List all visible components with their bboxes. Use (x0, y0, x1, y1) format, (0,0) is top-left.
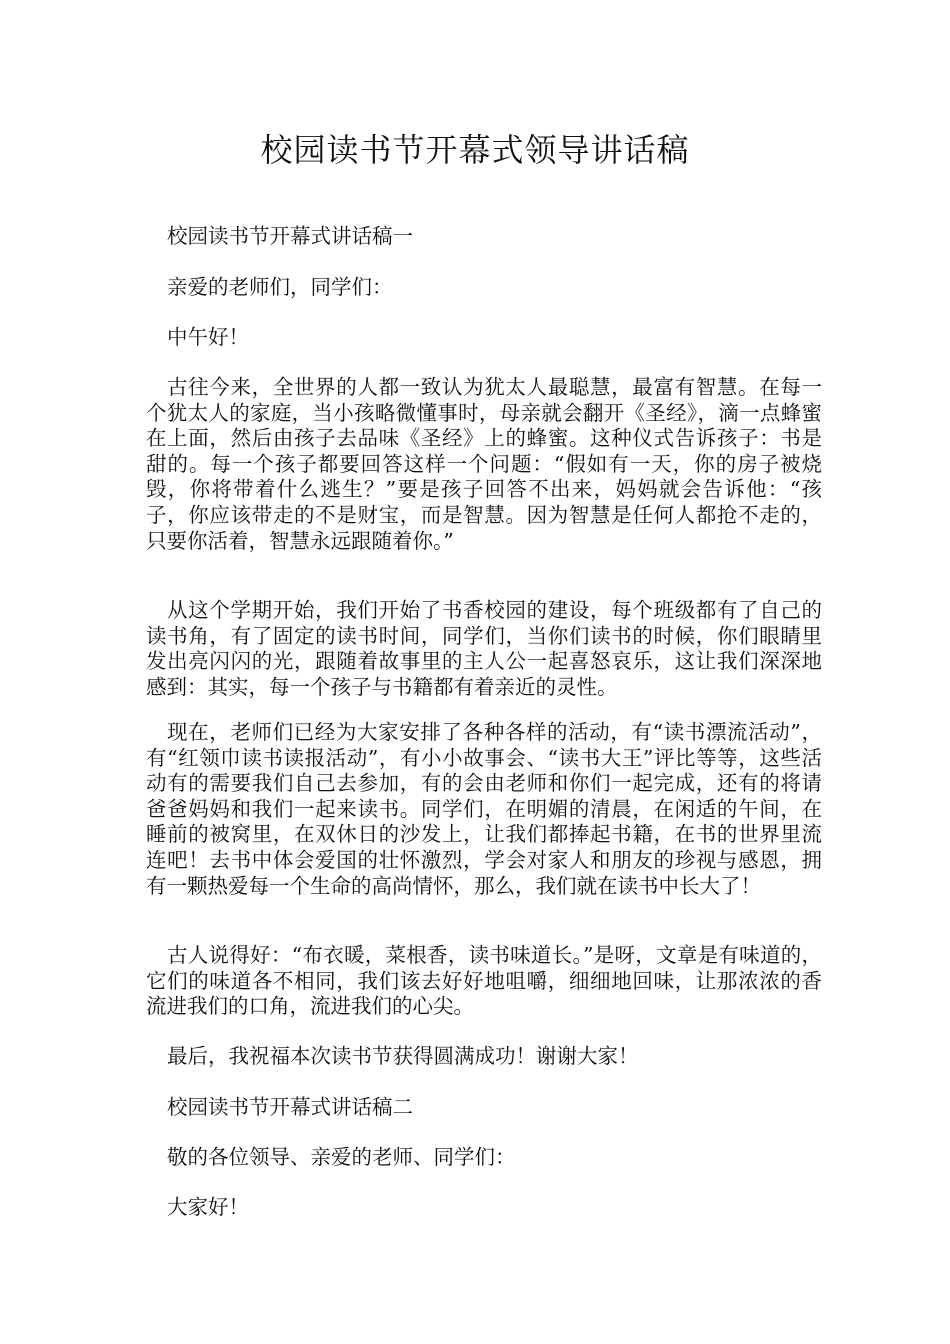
salutation-two: 敬的各位领导、亲爱的老师、同学们： (167, 1145, 516, 1169)
speech-one-heading: 校园读书节开幕式讲话稿一 (167, 224, 413, 248)
paragraph-jewish-wisdom: 古往今来，全世界的人都一致认为犹太人最聪慧，最富有智慧。在每一个犹太人的家庭，当小孩略微懂事时，母亲就会翻开《圣经》，滴一点蜂蜜在上面，然后由孩子去品味《圣经》上的蜂蜜。这种仪式告诉孩子：书是甜的。每一个孩子都要回答这样一个问题：“假如有一天，你的房子被烧毁，你将带着什么逃生？”要是孩子回答不出来，妈妈就会告诉他：“孩子，你应该带走的不是财宝，而是智慧。因为智慧是任何人都抢不走的，只要你活着，智慧永远跟随着你。” (146, 375, 822, 553)
speech-two-heading: 校园读书节开幕式讲话稿二 (167, 1095, 413, 1119)
greeting: 中午好！ (167, 325, 249, 349)
greeting-two: 大家好！ (167, 1195, 249, 1219)
paragraph-activities: 现在，老师们已经为大家安排了各种各样的活动，有“读书漂流活动”，有“红领巾读书读报活动”，有小小故事会、“读书大王”评比等等，这些活动有的需要我们自己去参加，有的会由老师和你们一起完成，还有的将请爸爸妈妈和我们一起来读书。同学们，在明媚的清晨，在闲适的午间，在睡前的被窝里，在双休日的沙发上，让我们都捧起书籍，在书的世界里流连吧！去书中体会爱国的壮怀激烈，学会对家人和朋友的珍视与感恩，拥有一颗热爱每一个生命的高尚情怀，那么，我们就在读书中长大了！ (146, 720, 822, 898)
paragraph-reading-corner: 从这个学期开始，我们开始了书香校园的建设，每个班级都有了自己的读书角，有了固定的读书时间，同学们，当你们读书的时候，你们眼睛里发出亮闪闪的光，跟随着故事里的主人公一起喜怒哀乐，这让我们深深地感到：其实，每一个孩子与书籍都有着亲近的灵性。 (146, 598, 822, 699)
salutation: 亲爱的老师们，同学们： (167, 275, 393, 299)
paragraph-closing: 最后，我祝福本次读书节获得圆满成功！谢谢大家！ (167, 1044, 639, 1068)
paragraph-ancient-saying: 古人说得好：“布衣暖，菜根香，读书味道长。”是呀，文章是有味道的，它们的味道各不相同，我们该去好好地咀嚼，细细地回味，让那浓浓的香流进我们的口角，流进我们的心尖。 (146, 943, 822, 1019)
document-title: 校园读书节开幕式领导讲话稿 (260, 131, 690, 169)
